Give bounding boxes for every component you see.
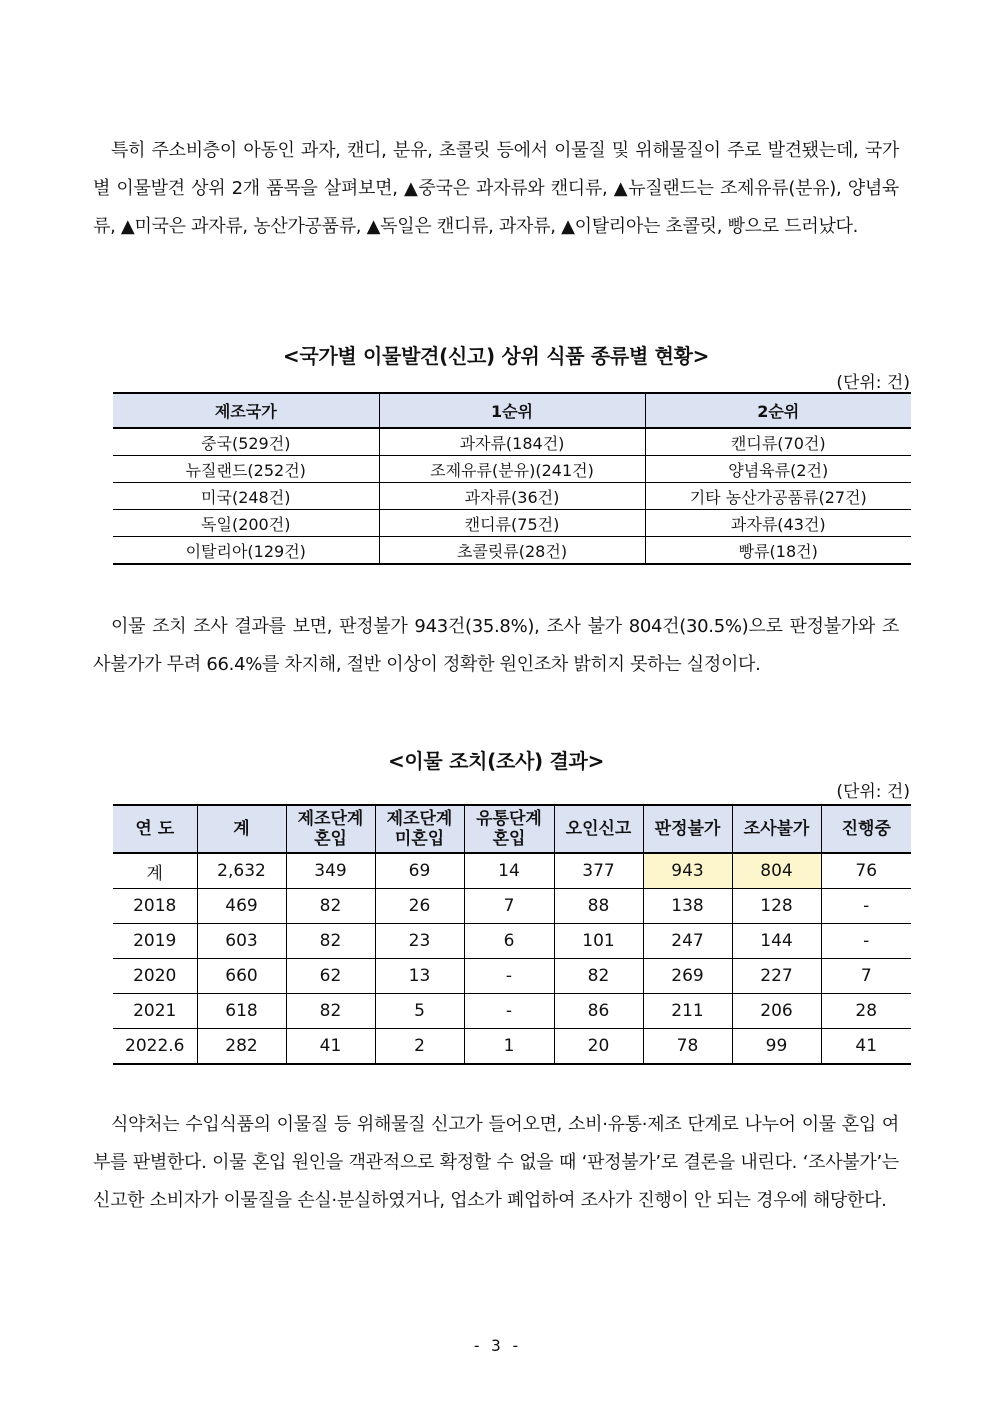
table-cell: 88 <box>554 889 643 924</box>
table-cell: 269 <box>643 959 732 994</box>
table-cell: 7 <box>821 959 911 994</box>
page-number: - 3 - <box>471 1336 521 1355</box>
country-top-foods-table <box>113 392 911 565</box>
table-cell: 양념육류(2건) <box>645 456 911 483</box>
table-cell: 69 <box>375 853 464 889</box>
header-text: 제조단계 <box>386 809 453 829</box>
header-mfg-not-mixed <box>375 805 464 853</box>
table-cell: 2022.6 <box>113 1029 197 1065</box>
table-cell: 독일(200건) <box>113 510 379 537</box>
table-row <box>113 889 911 924</box>
table-cell: 86 <box>554 994 643 1029</box>
table2-unit: (단위: 건) <box>836 782 910 802</box>
table-cell: 2020 <box>113 959 197 994</box>
table-cell: 660 <box>197 959 286 994</box>
table-cell: 128 <box>732 889 821 924</box>
header-undeterminable <box>643 805 732 853</box>
table-cell: 82 <box>286 994 375 1029</box>
table-row <box>113 853 911 889</box>
header-text: 판정불가 <box>654 819 721 839</box>
table-cell: 이탈리아(129건) <box>113 537 379 565</box>
header-text: 혼입 <box>492 829 526 849</box>
table-cell: 138 <box>643 889 732 924</box>
table-cell: 2021 <box>113 994 197 1029</box>
table-cell: 14 <box>464 853 554 889</box>
table2-title: <이물 조치(조사) 결과> <box>387 749 605 773</box>
table-row <box>113 510 911 537</box>
table-cell: 377 <box>554 853 643 889</box>
table-cell: 7 <box>464 889 554 924</box>
table-row <box>113 994 911 1029</box>
table-cell: 과자류(36건) <box>379 483 645 510</box>
table-cell: 2 <box>375 1029 464 1065</box>
header-text: 오인신고 <box>565 819 632 839</box>
header-false-report <box>554 805 643 853</box>
header-text: 제조단계 <box>297 809 364 829</box>
table-cell: 조제유류(분유)(241건) <box>379 456 645 483</box>
table-cell: 중국(529건) <box>113 428 379 456</box>
table-cell: 13 <box>375 959 464 994</box>
header-rank2: 2순위 <box>645 393 911 428</box>
header-in-progress <box>821 805 911 853</box>
table-cell: 20 <box>554 1029 643 1065</box>
table-cell: 2018 <box>113 889 197 924</box>
table-cell: - <box>821 924 911 959</box>
table-cell: 82 <box>286 889 375 924</box>
header-text: 연 도 <box>135 819 175 839</box>
table-row <box>113 456 911 483</box>
table-cell: - <box>464 959 554 994</box>
table-cell: 41 <box>821 1029 911 1065</box>
table-cell: 과자류(184건) <box>379 428 645 456</box>
highlighted-cell: 804 <box>732 853 821 889</box>
header-text: 미혼입 <box>394 829 445 849</box>
table-row <box>113 1029 911 1065</box>
table-cell: 초콜릿류(28건) <box>379 537 645 565</box>
table-cell: 뉴질랜드(252건) <box>113 456 379 483</box>
header-rank1: 1순위 <box>379 393 645 428</box>
table-cell: - <box>821 889 911 924</box>
table-cell: 23 <box>375 924 464 959</box>
table1-title: <국가별 이물발견(신고) 상위 식품 종류별 현황> <box>282 344 710 368</box>
header-text: 유통단계 <box>476 809 542 829</box>
table1-unit: (단위: 건) <box>836 373 910 393</box>
table-cell: 캔디류(70건) <box>645 428 911 456</box>
table-header-row <box>113 393 911 428</box>
table-cell: 618 <box>197 994 286 1029</box>
table-cell: 과자류(43건) <box>645 510 911 537</box>
header-text: 진행중 <box>841 819 891 839</box>
header-year <box>113 805 197 853</box>
table-cell: 41 <box>286 1029 375 1065</box>
header-total <box>197 805 286 853</box>
table-cell: 206 <box>732 994 821 1029</box>
table-row <box>113 924 911 959</box>
paragraph-mfds-process: 식약처는 수입식품의 이물질 등 위해물질 신고가 들어오면, 소비·유통·제조 단계로 나누어 이물 혼입 여부를 판별한다. 이물 혼입 원인을 객관적으로 확정할 수 없을 때 ‘판정불가’로 결론을 내린다. ‘조사불가’는 신고한 소비자가 이물질을 손실·분실하였거나, 업소가 폐업하여 조사가 진행이 안 되는 경우에 해당한다. <box>93 1114 899 1211</box>
table-cell: 계 <box>113 853 197 889</box>
header-distribution-mixed <box>464 805 554 853</box>
paragraph-food-types: 특히 주소비층이 아동인 과자, 캔디, 분유, 초콜릿 등에서 이물질 및 위해물질이 주로 발견됐는데, 국가별 이물발견 상위 2개 품목을 살펴보면, ▲중국은 과자류와 캔디류, ▲뉴질랜드는 조제유류(분유), 양념육류, ▲미국은 과자류, 농산가공품류, ▲독일은 캔디류, 과자류, ▲이탈리아는 초콜릿, 빵으로 드러났다. <box>93 140 899 237</box>
table-row <box>113 483 911 510</box>
table-cell: 26 <box>375 889 464 924</box>
table-row <box>113 959 911 994</box>
investigation-results-table <box>113 804 911 1065</box>
table-cell: 101 <box>554 924 643 959</box>
table-cell: 227 <box>732 959 821 994</box>
header-text: 계 <box>233 819 250 839</box>
table-cell: 144 <box>732 924 821 959</box>
table-cell: 2,632 <box>197 853 286 889</box>
table-cell: - <box>464 994 554 1029</box>
table-cell: 82 <box>554 959 643 994</box>
table-row <box>113 428 911 456</box>
table-cell: 미국(248건) <box>113 483 379 510</box>
table-cell: 1 <box>464 1029 554 1065</box>
table-cell: 78 <box>643 1029 732 1065</box>
table-cell: 28 <box>821 994 911 1029</box>
table-cell: 빵류(18건) <box>645 537 911 565</box>
table-row <box>113 537 911 565</box>
header-text: 혼입 <box>314 829 347 849</box>
table-cell: 349 <box>286 853 375 889</box>
table-cell: 247 <box>643 924 732 959</box>
table-cell: 99 <box>732 1029 821 1065</box>
table-cell: 캔디류(75건) <box>379 510 645 537</box>
header-country: 제조국가 <box>113 393 379 428</box>
table-cell: 603 <box>197 924 286 959</box>
table-cell: 6 <box>464 924 554 959</box>
table-cell: 82 <box>286 924 375 959</box>
table-cell: 211 <box>643 994 732 1029</box>
paragraph-investigation-results: 이물 조치 조사 결과를 보면, 판정불가 943건(35.8%), 조사 불가 804건(30.5%)으로 판정불가와 조사불가가 무려 66.4%를 차지해, 절반 이상이 정확한 원인조차 밝히지 못하는 실정이다. <box>93 616 899 675</box>
header-uninvestigable <box>732 805 821 853</box>
table-cell: 76 <box>821 853 911 889</box>
highlighted-cell: 943 <box>643 853 732 889</box>
table-cell: 5 <box>375 994 464 1029</box>
table-header-row <box>113 805 911 853</box>
header-mfg-mixed <box>286 805 375 853</box>
table-cell: 2019 <box>113 924 197 959</box>
table-cell: 469 <box>197 889 286 924</box>
header-text: 조사불가 <box>743 819 810 839</box>
table-cell: 282 <box>197 1029 286 1065</box>
table-cell: 62 <box>286 959 375 994</box>
table-cell: 기타 농산가공품류(27건) <box>645 483 911 510</box>
